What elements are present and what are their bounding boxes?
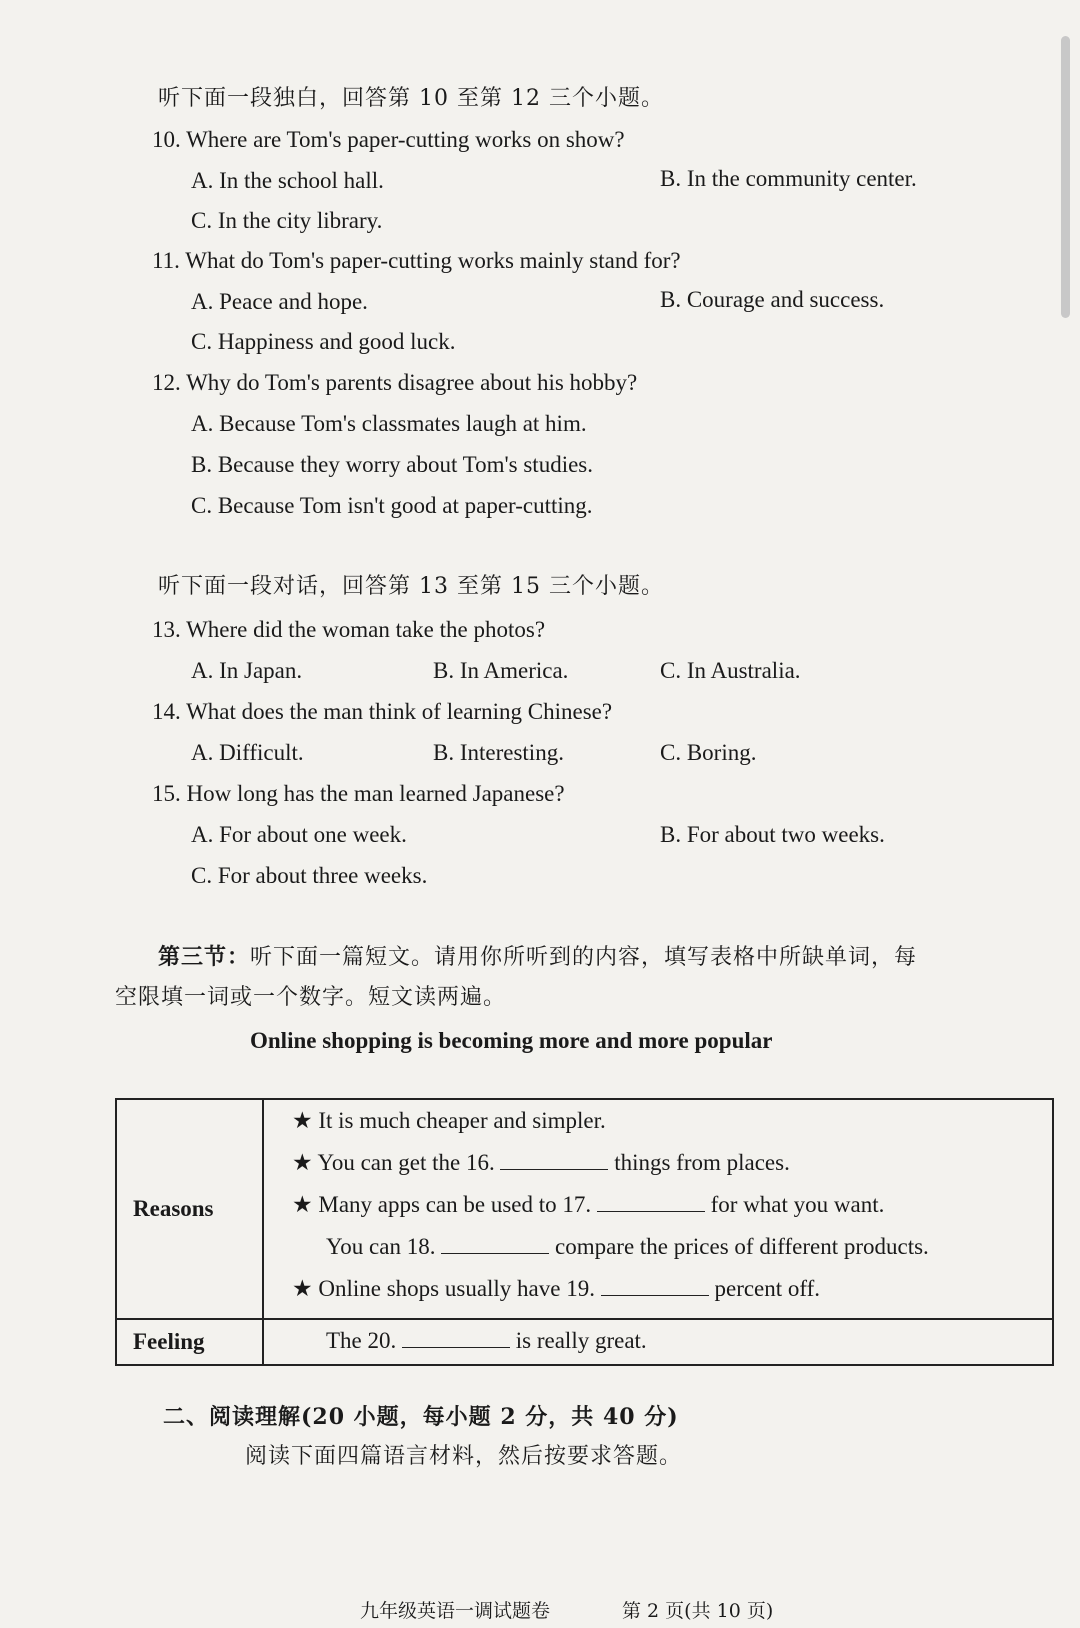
q13-option-c: C. In Australia.	[660, 658, 801, 683]
reason-2-text-before: ★ You can get the 16.	[292, 1150, 495, 1175]
blank-18[interactable]	[441, 1233, 549, 1254]
q11-option-a: A. Peace and hope.	[191, 289, 368, 314]
reason-3	[264, 1184, 1052, 1226]
reason-3-text-before: ★ Many apps can be used to 17.	[292, 1192, 592, 1217]
feeling-cell	[263, 1319, 1053, 1365]
reason-2	[264, 1142, 1052, 1184]
section-three-instruction-text: 听下面一篇短文。请用你所听到的内容，填写表格中所缺单词，每	[250, 945, 918, 970]
q12-option-a: A. Because Tom's classmates laugh at him.	[191, 411, 587, 436]
reason-4-text-after: compare the prices of different products.	[554, 1234, 929, 1259]
reasons-header: Reasons	[116, 1099, 263, 1319]
feeling-text-before: The 20.	[326, 1328, 397, 1354]
reason-3-text-after: for what you want.	[710, 1192, 885, 1217]
q10-option-c: C. In the city library.	[191, 208, 383, 233]
q10-option-b: B. In the community center.	[660, 166, 917, 191]
feeling-text-after: is really great.	[515, 1328, 647, 1354]
footer-exam-name: 九年级英语一调试题卷	[360, 1600, 551, 1622]
reason-2-text-after: things from places.	[614, 1150, 790, 1175]
reason-4	[264, 1226, 1052, 1268]
footer-page-number: 第 2 页(共 10 页)	[622, 1600, 774, 1622]
scrollbar[interactable]	[1061, 36, 1070, 318]
blank-17[interactable]	[597, 1191, 705, 1212]
part-two-title: 二、阅读理解(20 小题，每小题 2 分，共 40 分)	[163, 1404, 679, 1430]
q12-option-b: B. Because they worry about Tom's studies.	[191, 452, 593, 477]
fill-in-table	[115, 1098, 1054, 1366]
section-three-instruction-line1	[158, 942, 917, 973]
reason-5	[264, 1268, 1052, 1310]
q14-option-a: A. Difficult.	[191, 740, 304, 765]
question-15: 15. How long has the man learned Japanese?	[152, 781, 565, 806]
blank-20[interactable]	[402, 1327, 510, 1348]
reason-1: ★ It is much cheaper and simpler.	[292, 1108, 606, 1133]
reason-5-text-after: percent off.	[714, 1276, 821, 1301]
q15-option-b: B. For about two weeks.	[660, 822, 885, 847]
section-a-intro: 听下面一段独白，回答第 10 至第 12 三个小题。	[158, 86, 664, 111]
reason-5-text-before: ★ Online shops usually have 19.	[292, 1276, 595, 1301]
question-11: 11. What do Tom's paper-cutting works mainly stand for?	[152, 248, 681, 273]
q15-option-c: C. For about three weeks.	[191, 863, 428, 888]
q14-option-c: C. Boring.	[660, 740, 757, 765]
q13-option-a: A. In Japan.	[191, 658, 303, 683]
feeling-header: Feeling	[116, 1319, 263, 1365]
question-10: 10. Where are Tom's paper-cutting works on show?	[152, 127, 625, 152]
q11-option-c: C. Happiness and good luck.	[191, 329, 456, 354]
question-13: 13. Where did the woman take the photos?	[152, 617, 546, 642]
question-12: 12. Why do Tom's parents disagree about his hobby?	[152, 370, 638, 395]
q15-option-a: A. For about one week.	[191, 822, 407, 847]
q10-option-a: A. In the school hall.	[191, 168, 384, 193]
blank-19[interactable]	[601, 1275, 709, 1296]
q13-option-b: B. In America.	[433, 658, 569, 683]
part-two-instruction: 阅读下面四篇语言材料，然后按要求答题。	[245, 1444, 683, 1469]
blank-16[interactable]	[500, 1149, 608, 1170]
table-title: Online shopping is becoming more and more popular	[250, 1028, 773, 1053]
section-three-label: 第三节：	[158, 944, 251, 970]
q12-option-c: C. Because Tom isn't good at paper-cutting.	[191, 493, 593, 518]
question-14: 14. What does the man think of learning Chinese?	[152, 699, 613, 724]
q14-option-b: B. Interesting.	[433, 740, 564, 765]
reasons-cell	[263, 1099, 1053, 1319]
reason-4-text-before: You can 18.	[326, 1234, 436, 1259]
q11-option-b: B. Courage and success.	[660, 287, 885, 312]
section-three-instruction-line2: 空限填一词或一个数字。短文读两遍。	[115, 985, 507, 1010]
feeling-line	[264, 1320, 1052, 1362]
section-b-intro: 听下面一段对话，回答第 13 至第 15 三个小题。	[158, 574, 664, 599]
